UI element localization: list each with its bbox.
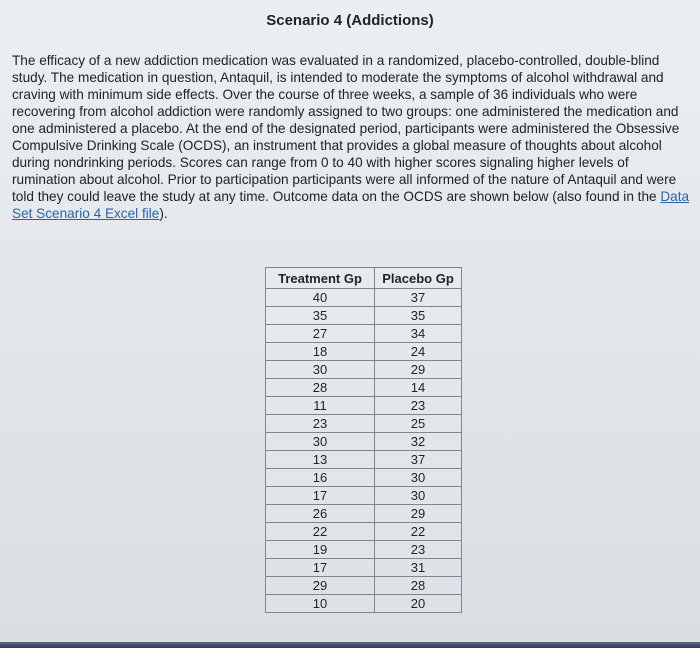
table-row	[266, 361, 462, 379]
data-set-link[interactable]: Data Set Scenario 4 Excel file	[12, 189, 690, 221]
treatment-score-cell: 40	[266, 289, 375, 307]
table-row	[266, 487, 462, 505]
table-row	[266, 379, 462, 397]
treatment-score-cell: 30	[266, 433, 375, 451]
ocds-data-table	[265, 267, 462, 613]
treatment-score-cell: 11	[266, 397, 375, 415]
table-row	[266, 523, 462, 541]
placebo-score-cell: 37	[375, 289, 462, 307]
treatment-score-cell: 26	[266, 505, 375, 523]
treatment-score-cell: 16	[266, 469, 375, 487]
column-header-treatment: Treatment Gp	[266, 268, 375, 289]
table-row	[266, 397, 462, 415]
scenario-paragraph	[12, 52, 692, 222]
placebo-score-cell: 29	[375, 505, 462, 523]
table-row	[266, 289, 462, 307]
treatment-score-cell: 13	[266, 451, 375, 469]
placebo-score-cell: 29	[375, 361, 462, 379]
table-row	[266, 541, 462, 559]
treatment-score-cell: 10	[266, 595, 375, 613]
treatment-score-cell: 19	[266, 541, 375, 559]
table-row	[266, 469, 462, 487]
table-row	[266, 451, 462, 469]
treatment-score-cell: 27	[266, 325, 375, 343]
placebo-score-cell: 24	[375, 343, 462, 361]
placebo-score-cell: 37	[375, 451, 462, 469]
table-header-row	[266, 268, 462, 289]
treatment-score-cell: 17	[266, 559, 375, 577]
table-row	[266, 577, 462, 595]
bottom-edge-strip	[0, 642, 700, 648]
table-row	[266, 595, 462, 613]
treatment-score-cell: 23	[266, 415, 375, 433]
paragraph-end: ).	[159, 206, 168, 221]
placebo-score-cell: 20	[375, 595, 462, 613]
placebo-score-cell: 25	[375, 415, 462, 433]
placebo-score-cell: 34	[375, 325, 462, 343]
placebo-score-cell: 23	[375, 541, 462, 559]
treatment-score-cell: 17	[266, 487, 375, 505]
table-row	[266, 307, 462, 325]
table-row	[266, 505, 462, 523]
table-row	[266, 559, 462, 577]
placebo-score-cell: 30	[375, 469, 462, 487]
placebo-score-cell: 28	[375, 577, 462, 595]
table-row	[266, 433, 462, 451]
treatment-score-cell: 22	[266, 523, 375, 541]
placebo-score-cell: 22	[375, 523, 462, 541]
table-row	[266, 343, 462, 361]
treatment-score-cell: 29	[266, 577, 375, 595]
treatment-score-cell: 18	[266, 343, 375, 361]
placebo-score-cell: 14	[375, 379, 462, 397]
paragraph-text: The efficacy of a new addiction medication was evaluated in a randomized, placebo-controlled, double-blind study. The medication in question, Antaquil, is intended to moderate the symptoms of alcohol withdrawal and craving with minimum side effects. Over the course of three weeks, a sample of 36 individuals who were recovering from alcohol addiction were randomly assigned to two groups: one administered the medication and one administered a placebo. At the end of the designated period, participants were administered the Obsessive Compulsive Drinking Scale (OCDS), an instrument that provides a global measure of thoughts about alcohol during nondrinking periods. Scores can range from 0 to 40 with higher scores signaling higher levels of rumination about alcohol. Prior to participation participants were all informed of the nature of Antaquil and were told they could leave the study at any time. Outcome data on the OCDS are shown below (also found in the	[12, 53, 680, 204]
table-row	[266, 415, 462, 433]
treatment-score-cell: 35	[266, 307, 375, 325]
treatment-score-cell: 28	[266, 379, 375, 397]
page-title: Scenario 4 (Addictions)	[266, 12, 434, 29]
placebo-score-cell: 35	[375, 307, 462, 325]
table-row	[266, 325, 462, 343]
placebo-score-cell: 30	[375, 487, 462, 505]
placebo-score-cell: 23	[375, 397, 462, 415]
table-body	[266, 289, 462, 613]
column-header-placebo: Placebo Gp	[375, 268, 462, 289]
treatment-score-cell: 30	[266, 361, 375, 379]
placebo-score-cell: 32	[375, 433, 462, 451]
placebo-score-cell: 31	[375, 559, 462, 577]
